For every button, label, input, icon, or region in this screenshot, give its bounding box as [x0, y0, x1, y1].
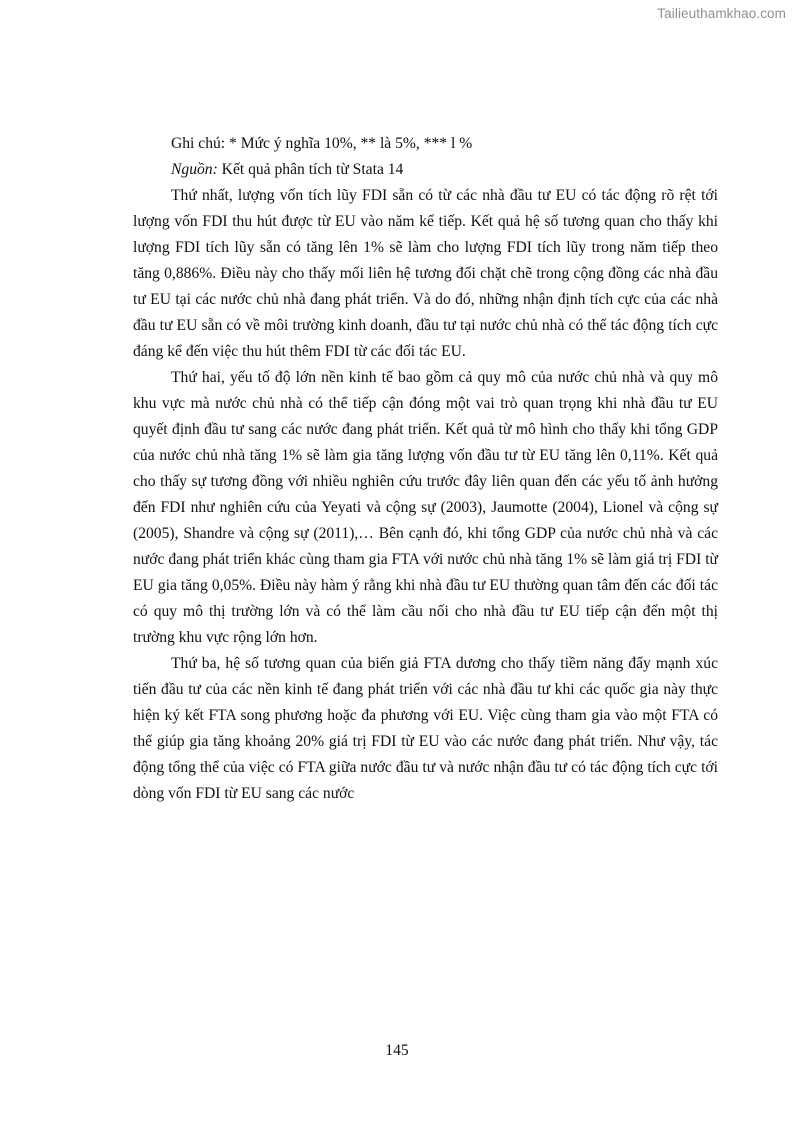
paragraph-second: Thứ hai, yếu tố độ lớn nền kinh tế bao gồm cả quy mô của nước chủ nhà và quy mô khu vực mà nước chủ nhà có thể tiếp cận đóng một vai trò quan trọng khi nhà đầu tư EU quyết định đầu tư sang các nước đang phát triển. Kết quả từ mô hình cho thấy khi tổng GDP của nước chủ nhà tăng 1% sẽ làm gia tăng lượng vốn đầu tư từ EU tăng lên 0,11%. Kết quả cho thấy sự tương đồng với nhiều nghiên cứu trước đây liên quan đến các yếu tố ảnh hưởng đến FDI như nghiên cứu của Yeyati và cộng sự (2003), Jaumotte (2004), Lionel và cộng sự (2005), Shandre và cộng sự (2011),… Bên cạnh đó, khi tổng GDP của nước chủ nhà và các nước đang phát triển khác cùng tham gia FTA với nước chủ nhà tăng 1% sẽ làm giá trị FDI từ EU gia tăng 0,05%. Điều này hàm ý rằng khi nhà đầu tư EU thường quan tâm đến các đối tác có quy mô thị trường lớn và có thể làm cầu nối cho nhà đầu tư EU tiếp cận đến một thị trường khu vực rộng lớn hơn.	[133, 369, 718, 646]
paragraph-first: Thứ nhất, lượng vốn tích lũy FDI sẵn có từ các nhà đầu tư EU có tác động rõ rệt tới lượng vốn FDI thu hút được từ EU vào năm kế tiếp. Kết quả hệ số tương quan cho thấy khi lượng FDI tích lũy sẵn có tăng lên 1% sẽ làm cho lượng FDI tích lũy trong năm tiếp theo tăng 0,886%. Điều này cho thấy mối liên hệ tương đối chặt chẽ trong cộng đồng các nhà đầu tư EU tại các nước chủ nhà đang phát triển. Và do đó, những nhận định tích cực của các nhà đầu tư EU sẵn có về môi trường kinh doanh, đầu tư tại nước chủ nhà có thể tác động tích cực đáng kể đến việc thu hút thêm FDI từ các đối tác EU.	[133, 187, 718, 360]
watermark: Tailieuthamkhao.com	[657, 6, 786, 21]
paragraph-third: Thứ ba, hệ số tương quan của biến giả FTA dương cho thấy tiềm năng đẩy mạnh xúc tiến đầu tư của các nền kinh tế đang phát triển với các nhà đầu tư khi các quốc gia này thực hiện ký kết FTA song phương hoặc đa phương với EU. Việc cùng tham gia vào một FTA có thể giúp gia tăng khoảng 20% giá trị FDI từ EU vào các nước đang phát triển. Như vậy, tác động tổng thể của việc có FTA giữa nước đầu tư và nước nhận đầu tư có tác động tích cực tới dòng vốn FDI từ EU sang các nước	[133, 655, 718, 802]
page-content	[133, 131, 718, 807]
page-number: 145	[385, 1042, 409, 1059]
source-line	[133, 157, 718, 183]
source-text: Kết quả phân tích từ Stata 14	[217, 161, 404, 178]
table-note: Ghi chú: * Mức ý nghĩa 10%, ** là 5%, *** l %	[171, 135, 473, 152]
source-label: Nguồn:	[171, 161, 218, 178]
